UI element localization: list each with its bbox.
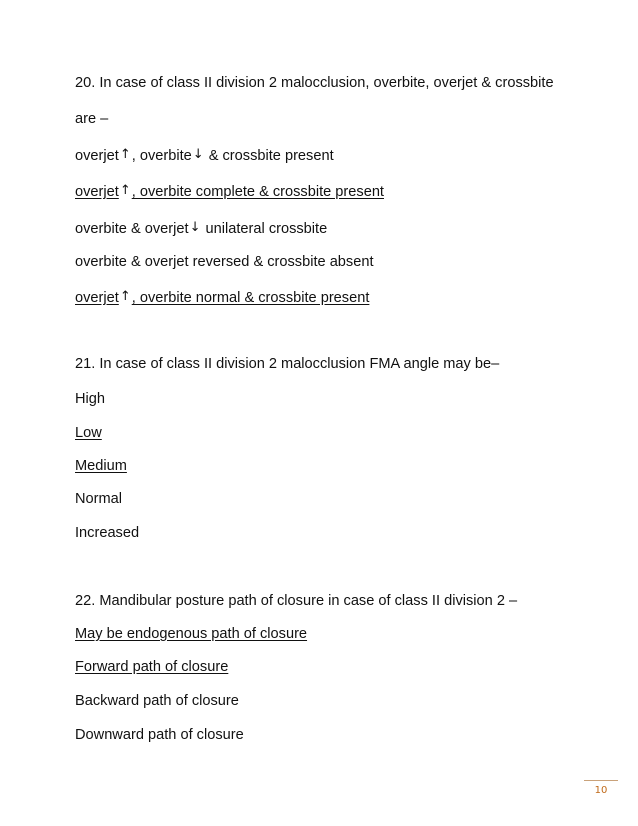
- option-text: , overbite: [131, 148, 192, 164]
- option-text: overjet: [75, 290, 119, 306]
- q21-option-a: High: [75, 391, 106, 407]
- down-arrow-icon: ↓: [192, 147, 204, 162]
- option-text: & crossbite present: [204, 148, 334, 164]
- footer-divider: [584, 780, 618, 781]
- q20-option-e: [75, 288, 369, 307]
- q20-option-d: overbite & overjet reversed & crossbite absent: [75, 254, 374, 270]
- option-text: unilateral crossbite: [201, 221, 328, 237]
- q22-option-c: Backward path of closure: [75, 693, 239, 709]
- q20-option-c: [75, 219, 327, 238]
- q20-option-a: [75, 146, 334, 165]
- page-number: 10: [594, 785, 608, 796]
- option-text: overjet: [75, 148, 119, 164]
- option-text: overjet: [75, 184, 119, 200]
- option-text: , overbite normal & crossbite present: [131, 290, 370, 306]
- q21-option-d: Normal: [75, 491, 123, 507]
- option-text: , overbite complete & crossbite present: [131, 184, 384, 200]
- q21-question: 21. In case of class II division 2 malocclusion FMA angle may be–: [75, 356, 500, 372]
- q20-question-line2: are –: [75, 111, 109, 127]
- q21-option-e: Increased: [75, 525, 140, 541]
- q22-question: 22. Mandibular posture path of closure in case of class II division 2 –: [75, 593, 518, 609]
- q20-option-b: [75, 182, 384, 201]
- down-arrow-icon: ↓: [189, 220, 201, 235]
- q22-option-b: Forward path of closure: [75, 659, 229, 675]
- q21-option-b: Low: [75, 425, 102, 441]
- up-arrow-icon: ↑: [119, 289, 131, 304]
- up-arrow-icon: ↑: [119, 147, 131, 162]
- q20-question-line1: 20. In case of class II division 2 malocclusion, overbite, overjet & crossbite: [75, 75, 554, 91]
- q22-option-d: Downward path of closure: [75, 727, 244, 743]
- q22-option-a: May be endogenous path of closure: [75, 626, 308, 642]
- q21-option-c: Medium: [75, 458, 127, 474]
- option-text: overbite & overjet: [75, 221, 189, 237]
- up-arrow-icon: ↑: [119, 183, 131, 198]
